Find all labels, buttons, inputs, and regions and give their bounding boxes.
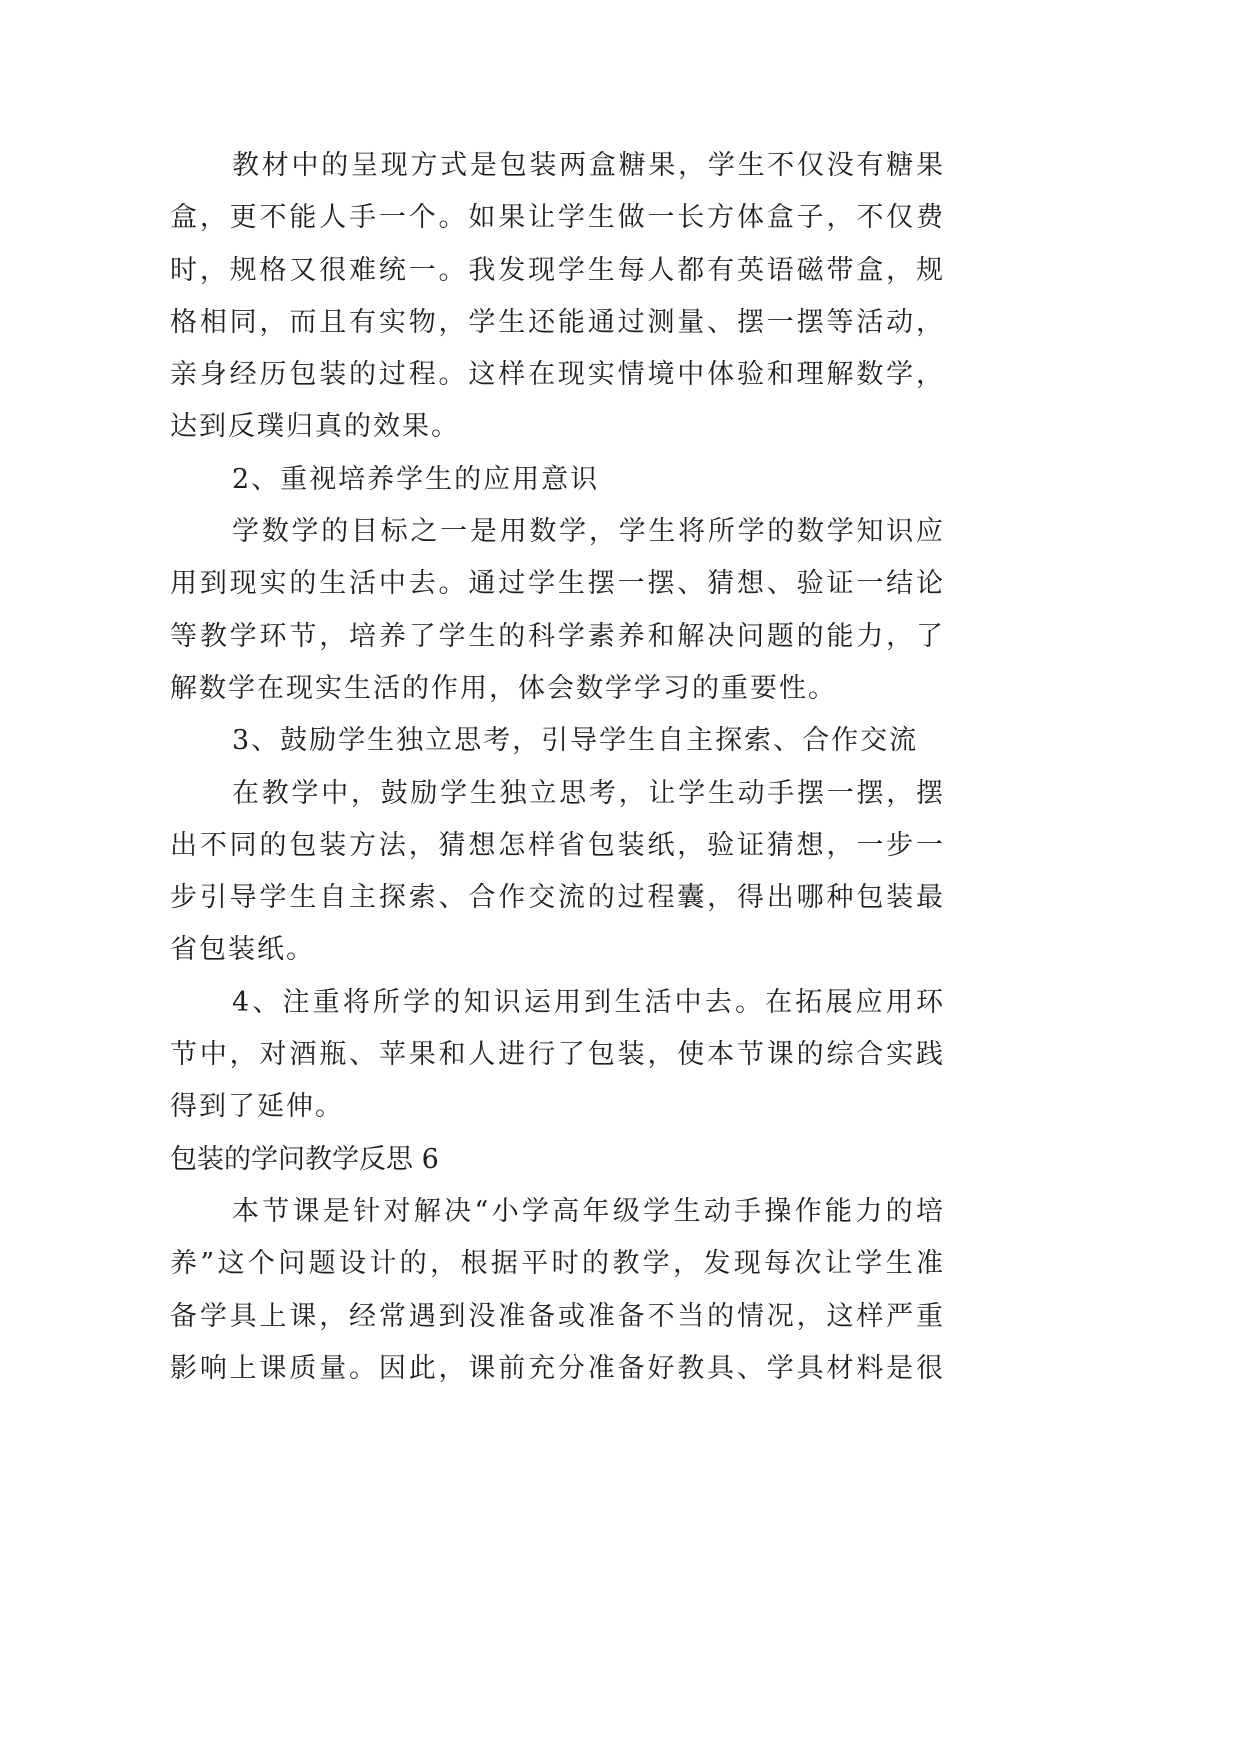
section-title: 包装的学问教学反思 6 bbox=[170, 1143, 439, 1175]
section-point-heading: 2、重视培养学生的应用意识 bbox=[232, 463, 600, 495]
paragraph-line: 达到反璞归真的效果。 bbox=[170, 411, 460, 443]
paragraph-line: 时，规格又很难统一。我发现学生每人都有英语磁带盒，规 bbox=[170, 254, 945, 286]
section-point-heading: 3、鼓励学生独立思考，引导学生自主探索、合作交流 bbox=[232, 725, 919, 757]
paragraph-line: 出不同的包装方法，猜想怎样省包装纸，验证猜想，一步一 bbox=[170, 829, 945, 861]
paragraph-line: 用到现实的生活中去。通过学生摆一摆、猜想、验证一结论 bbox=[170, 568, 945, 600]
paragraph-line: 教材中的呈现方式是包装两盒糖果，学生不仅没有糖果 bbox=[232, 150, 945, 181]
paragraph-line: 节中，对酒瓶、苹果和人进行了包装，使本节课的综合实践 bbox=[170, 1039, 945, 1071]
paragraph-line: 亲身经历包装的过程。这样在现实情境中体验和理解数学， bbox=[170, 359, 945, 391]
paragraph-line: 得到了延伸。 bbox=[170, 1091, 344, 1123]
paragraph-line: 在教学中，鼓励学生独立思考，让学生动手摆一摆，摆 bbox=[232, 777, 945, 809]
paragraph-line: 备学具上课，经常遇到没准备或准备不当的情况，这样严重 bbox=[170, 1300, 945, 1332]
paragraph-line: 等教学环节，培养了学生的科学素养和解决问题的能力，了 bbox=[170, 620, 945, 652]
paragraph-line: 影响上课质量。因此，课前充分准备好教具、学具材料是很 bbox=[170, 1352, 945, 1384]
paragraph-line: 省包装纸。 bbox=[170, 934, 315, 966]
paragraph-line: 学数学的目标之一是用数学，学生将所学的数学知识应 bbox=[232, 516, 945, 548]
paragraph-line: 4、注重将所学的知识运用到生活中去。在拓展应用环 bbox=[232, 986, 945, 1018]
paragraph-line: 步引导学生自主探索、合作交流的过程囊，得出哪种包装最 bbox=[170, 882, 945, 914]
paragraph-line: 盒，更不能人手一个。如果让学生做一长方体盒子，不仅费 bbox=[170, 202, 945, 234]
paragraph-line: 养”这个问题设计的，根据平时的教学，发现每次让学生准 bbox=[170, 1248, 945, 1280]
paragraph-line: 格相同，而且有实物，学生还能通过测量、摆一摆等活动， bbox=[170, 306, 945, 338]
paragraph-line: 解数学在现实生活的作用，体会数学学习的重要性。 bbox=[170, 672, 837, 704]
document-body bbox=[170, 140, 945, 1395]
paragraph-line: 本节课是针对解决“小学高年级学生动手操作能力的培 bbox=[232, 1195, 945, 1227]
